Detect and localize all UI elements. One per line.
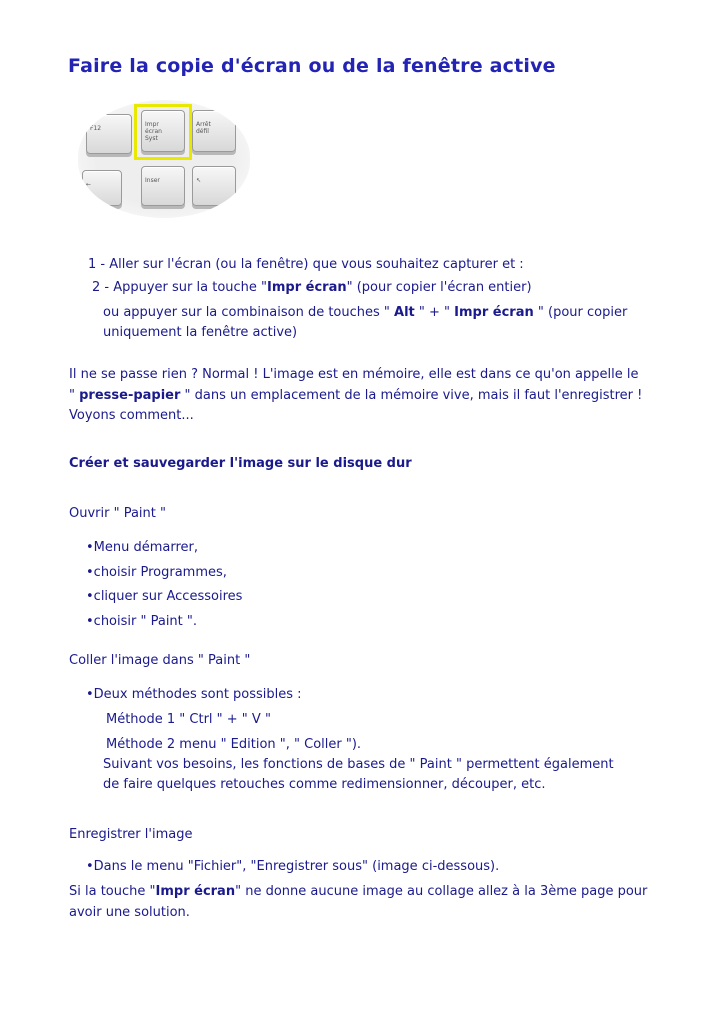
intro-text: " dans un emplacement de la mémoire vive, mais il faut l'enregistrer !	[180, 388, 643, 403]
alt-key-name: Alt	[394, 305, 415, 320]
step-3-continuation: uniquement la fenêtre active)	[103, 325, 298, 340]
intro-line-3: Voyons comment...	[69, 408, 194, 423]
step-3-text: " + "	[414, 305, 455, 320]
step-3	[103, 303, 627, 323]
tip-text: Si la touche "	[69, 884, 156, 899]
method-2: Méthode 2 menu " Edition ", " Coller ").	[106, 737, 362, 752]
intro-line-1: Il ne se passe rien ? Normal ! L'image est en mémoire, elle est dans ce qu'on appelle le	[69, 367, 639, 382]
key-label: ←	[86, 181, 92, 188]
open-paint-heading: Ouvrir " Paint "	[69, 506, 166, 521]
paste-heading: Coller l'image dans " Paint "	[69, 653, 251, 668]
key-label: Arrêt défil	[196, 121, 211, 135]
tip-text: " ne donne aucune image au collage allez à la 3ème page pour	[235, 884, 648, 899]
tip-line-1	[69, 882, 647, 902]
step-3-text: ou appuyer sur la combinaison de touches "	[103, 305, 395, 320]
key-label: Impr écran Syst	[145, 121, 162, 142]
presse-papier-term: presse-papier	[79, 388, 181, 403]
section-heading: Créer et sauvegarder l'image sur le disque dur	[69, 456, 412, 471]
impr-ecran-key-name: Impr écran	[267, 280, 347, 295]
intro-text: "	[69, 388, 80, 403]
key-f12	[86, 114, 132, 154]
key-scroll-lock	[192, 110, 236, 152]
paste-note-1: Suivant vos besoins, les fonctions de bases de " Paint " permettent également	[103, 757, 614, 772]
method-1: Méthode 1 " Ctrl " + " V "	[106, 712, 271, 727]
step-1: 1 - Aller sur l'écran (ou la fenêtre) que vous souhaitez capturer et :	[88, 257, 524, 272]
page-title: Faire la copie d'écran ou de la fenêtre active	[68, 55, 556, 77]
keyboard-photo	[78, 100, 250, 218]
key-insert	[141, 166, 185, 206]
key-highlight-frame	[134, 104, 192, 160]
key-label: F12	[90, 125, 102, 132]
step-3-text: " (pour copier	[533, 305, 628, 320]
key-label: Inser	[145, 177, 160, 184]
list-item: •choisir Programmes,	[86, 565, 227, 580]
step-2	[92, 278, 532, 298]
step-2-text: " (pour copier l'écran entier)	[346, 280, 532, 295]
list-item: •cliquer sur Accessoires	[86, 589, 243, 604]
list-item: •Deux méthodes sont possibles :	[86, 687, 302, 702]
key-backspace	[82, 170, 122, 206]
key-home	[192, 166, 236, 206]
list-item: •Dans le menu "Fichier", "Enregistrer sous" (image ci-dessous).	[86, 859, 500, 874]
paste-note-2: de faire quelques retouches comme redimensionner, découper, etc.	[103, 777, 546, 792]
step-2-text: 2 - Appuyer sur la touche "	[92, 280, 268, 295]
intro-line-2	[69, 386, 642, 406]
impr-ecran-key-name: Impr écran	[155, 884, 236, 899]
save-heading: Enregistrer l'image	[69, 827, 193, 842]
key-label: ↖	[196, 177, 202, 184]
impr-ecran-key-name: Impr écran	[454, 305, 534, 320]
tip-line-2: avoir une solution.	[69, 905, 190, 920]
list-item: •choisir " Paint ".	[86, 614, 198, 629]
list-item: •Menu démarrer,	[86, 540, 199, 555]
